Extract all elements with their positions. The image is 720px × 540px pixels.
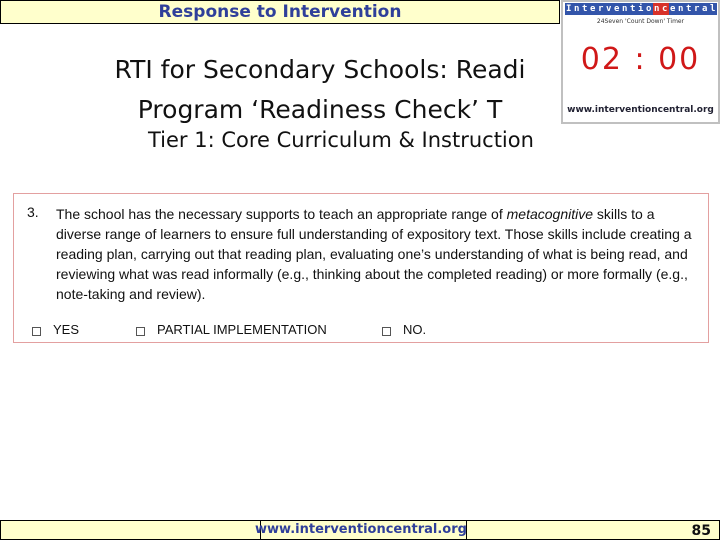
timer-display: 02 : 00 <box>580 42 701 77</box>
brand-letter: t <box>686 4 692 14</box>
answer-options <box>32 322 692 342</box>
brand-letter: l <box>710 4 716 14</box>
question-text-part: The school has the necessary supports to teach an appropriate range of <box>56 206 507 222</box>
timer-caption: 24Seven 'Count Down' Timer <box>596 18 685 25</box>
option-label: NO. <box>403 322 427 337</box>
brand-letter: o <box>646 4 652 14</box>
brand-letter: e <box>590 4 596 14</box>
timer-brand-logo <box>565 3 717 15</box>
footer-url[interactable]: www.interventioncentral.org <box>255 522 467 537</box>
brand-letter: a <box>702 4 708 14</box>
brand-letter: n <box>678 4 684 14</box>
checkbox-icon[interactable] <box>382 327 391 336</box>
footer-bar <box>0 520 720 540</box>
slide-title <box>0 50 640 130</box>
title-line-2: Program ‘Readiness Check’ T <box>137 95 503 124</box>
checkbox-icon[interactable] <box>136 327 145 336</box>
question-number: 3. <box>27 204 39 220</box>
brand-letter: t <box>582 4 588 14</box>
page-number: 85 <box>691 523 711 539</box>
brand-letter: r <box>598 4 604 14</box>
brand-letter: e <box>614 4 620 14</box>
option-label: PARTIAL IMPLEMENTATION <box>157 322 327 337</box>
option-partial[interactable] <box>136 322 327 337</box>
question-text <box>56 204 696 304</box>
question-panel <box>13 193 709 343</box>
slide-subtitle: Tier 1: Core Curriculum & Instruction <box>148 128 534 152</box>
brand-letter: r <box>694 4 700 14</box>
brand-letter: i <box>638 4 644 14</box>
brand-letter: v <box>606 4 612 14</box>
checkbox-icon[interactable] <box>32 327 41 336</box>
header-banner <box>0 0 560 24</box>
title-line-1: RTI for Secondary Schools: Readi <box>114 55 526 84</box>
question-text-part: skills to a diverse range of learners to ensure full understanding of expository text. Those skills include creating a reading plan, carrying out that reading plan, evaluating one’s understanding of what is being read, and reviewing what was read informally (e.g., thinking about the completed reading) or more formally (e.g., note-taking and review). <box>56 206 692 302</box>
option-yes[interactable] <box>32 322 79 337</box>
option-no[interactable] <box>382 322 426 337</box>
banner-title: Response to Intervention <box>158 2 402 22</box>
option-label: YES <box>53 322 80 337</box>
timer-url[interactable]: www.interventioncentral.org <box>567 105 714 115</box>
question-text-emphasis: metacognitive <box>506 206 594 222</box>
brand-letter: t <box>630 4 636 14</box>
brand-letter: n <box>622 4 628 14</box>
brand-letter: n <box>574 4 580 14</box>
brand-letter: I <box>566 4 572 14</box>
brand-letter: n <box>654 4 660 14</box>
brand-letter: e <box>670 4 676 14</box>
brand-letter: c <box>662 4 668 14</box>
